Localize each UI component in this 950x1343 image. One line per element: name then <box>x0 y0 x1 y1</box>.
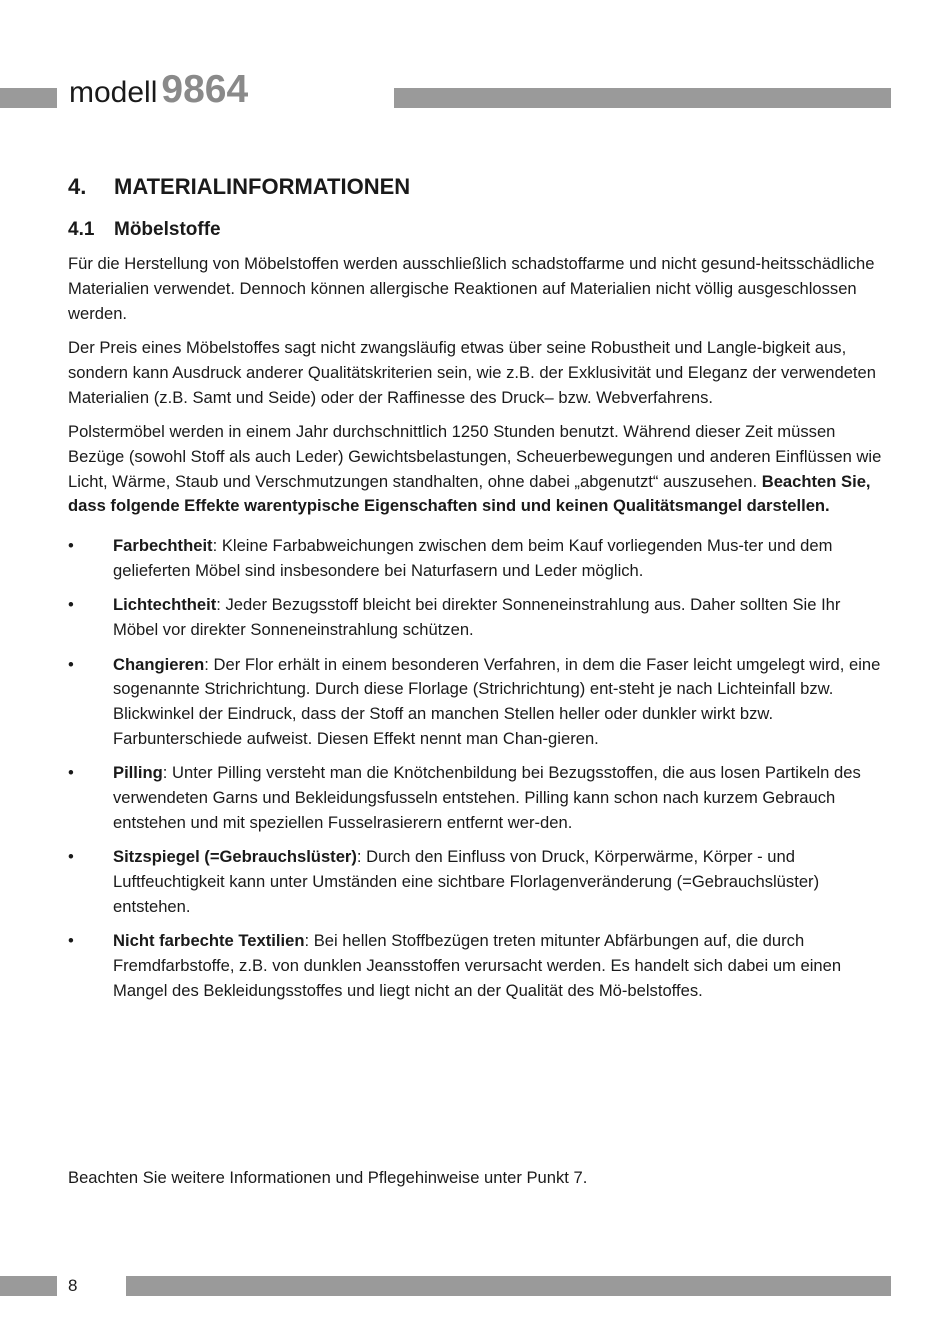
bullet-icon: • <box>68 595 74 615</box>
section-number: 4. <box>68 174 87 199</box>
model-number: 9864 <box>161 68 249 111</box>
page-number: 8 <box>68 1276 78 1295</box>
paragraph-usage-text: Polstermöbel werden in einem Jahr durchschnittlich 1250 Stunden benutzt. Während dieser Zeit müssen Bezüge (sowohl Stoff als auch Leder) Gewichtsbelastungen, Scheuerbewegungen und anderen Einflüssen wie Licht, Wärme, Staub und Verschmutzungen standhalten, ohne dabei „abgenutzt“ auszusehen. <box>68 421 882 491</box>
list-item-pilling <box>68 761 890 835</box>
main-content <box>68 172 890 1013</box>
list-item-text: : Bei hellen Stoffbezügen treten mitunter Abfärbungen auf, die durch Fremdfarbstoffe, z.B. von dunklen Jeansstoffen verursacht werden. Es handelt sich dabei um einen Mangel des Bekleidungsstoffes und liegt nicht an der Qualität des Mö-belstoffes. <box>113 931 842 1000</box>
bullet-icon: • <box>68 931 74 951</box>
paragraph-price: Der Preis eines Möbelstoffes sagt nicht zwangsläufig etwas über seine Robustheit und Langle-bigkeit aus, sondern kann Ausdruck anderer Qualitätskriterien sein, wie z.B. der Exklusivität und Eleganz der verwendeten Materialien (z.B. Samt und Seide) oder der Raffinesse des Druck– bzw. Webverfahrens. <box>68 337 876 407</box>
closing-note: Beachten Sie weitere Informationen und Pflegehinweise unter Punkt 7. <box>68 1168 588 1187</box>
list-item-text: : Kleine Farbabweichungen zwischen dem beim Kauf vorliegenden Mus-ter und dem gelieferten Möbel sind insbesondere bei Naturfasern und Leder möglich. <box>113 536 833 580</box>
paragraph-usage <box>68 420 890 519</box>
list-item-sitzspiegel <box>68 845 890 919</box>
list-item-changieren <box>68 653 890 752</box>
footer-bar-right <box>126 1276 891 1296</box>
brand-logo <box>69 70 248 109</box>
list-item-textilien <box>68 929 890 1003</box>
list-item-text: : Durch den Einfluss von Druck, Körperwärme, Körper - und Luftfeuchtigkeit kann unter Umständen eine sichtbare Florlagenveränderung (=Gebrauchslüster) entstehen. <box>113 847 820 916</box>
bullet-icon: • <box>68 536 74 556</box>
header-bar-left <box>0 88 57 108</box>
list-item-term: Lichtechtheit <box>113 595 217 615</box>
subsection-heading <box>68 217 890 243</box>
list-item-text: : Jeder Bezugsstoff bleicht bei direkter Sonneneinstrahlung aus. Daher sollten Sie Ihr Möbel vor direkter Sonneneinstrahlung schützen. <box>113 595 841 640</box>
brand-word: modell <box>69 76 158 109</box>
bullet-icon: • <box>68 763 74 783</box>
paragraph-usage-note: Beachten Sie, dass folgende Effekte warentypische Eigenschaften sind und keinen Qualitätsmangel darstellen. <box>68 471 871 516</box>
effects-list <box>68 534 890 1004</box>
list-item-text: : Der Flor erhält in einem besonderen Verfahren, in dem die Faser leicht umgelegt wird, eine sogenannte Strichrichtung. Durch diese Florlage (Strichrichtung) ent-steht je nach Lichteinfall bzw. Blickwinkel der Eindruck, dass der Stoff an manchen Stellen heller oder dunkler wirkt bzw. Farbunterschiede aufweist. Diesen Effekt nennt man Chan-gieren. <box>113 654 881 748</box>
section-title: MATERIALINFORMATIONEN <box>114 174 411 199</box>
header-bar-right <box>394 88 891 108</box>
list-item-farbechtheit <box>68 534 890 584</box>
bullet-icon: • <box>68 654 74 674</box>
section-heading <box>68 172 890 202</box>
subsection-number: 4.1 <box>68 219 95 240</box>
list-item-term: Pilling <box>113 763 163 783</box>
list-item-term: Changieren <box>113 654 205 674</box>
paragraph-intro: Für die Herstellung von Möbelstoffen werden ausschließlich schadstoffarme und nicht gesund-heitsschädliche Materialien verwendet. Dennoch können allergische Reaktionen auf Materialien nicht völlig ausgeschlossen werden. <box>68 254 875 323</box>
list-item-term: Farbechtheit <box>113 536 213 556</box>
bullet-icon: • <box>68 847 74 867</box>
subsection-title: Möbelstoffe <box>114 219 221 240</box>
list-item-text: : Unter Pilling versteht man die Knötchenbildung bei Bezugsstoffen, die aus losen Partikeln des verwendeten Garns und Bekleidungsfusseln entstehen. Pilling kann schon nach kurzem Gebrauch entstehen und mit speziellen Fusselrasierern entfernt wer-den. <box>113 763 861 832</box>
list-item-term: Sitzspiegel (=Gebrauchslüster) <box>113 847 357 867</box>
footer-bar-left <box>0 1276 57 1296</box>
list-item-lichtechtheit <box>68 593 890 643</box>
list-item-term: Nicht farbechte Textilien <box>113 931 305 951</box>
